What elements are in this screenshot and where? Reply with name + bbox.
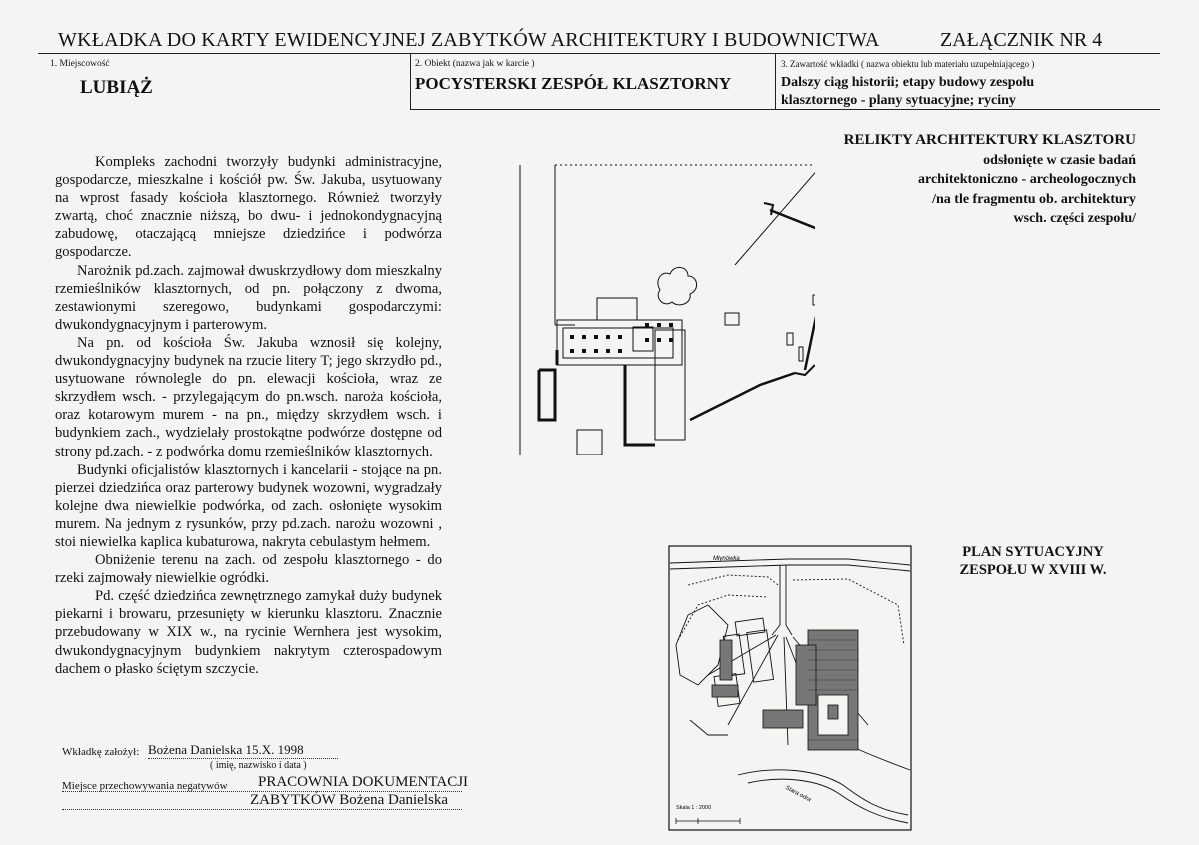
site-plan-drawing (668, 545, 912, 831)
created-by-text: Bożena Danielska 15.X. 1998 (148, 742, 338, 759)
storage-dots-2 (62, 808, 462, 810)
paragraph: Obniżenie terenu na zach. od zespołu klasztornego - do rzeki zajmowały niewielkie ogródki. (55, 552, 442, 587)
relics-line: architektoniczno - archeologocznych (917, 172, 1136, 187)
relics-line: odsłonięte w czasie badań (983, 152, 1136, 168)
storage-label: Miejsce przechowywania negatywów (62, 780, 228, 792)
relics-line: wsch. części zespołu/ (1013, 211, 1136, 226)
relics-line: /na tle fragmentu ob. architektury (932, 191, 1136, 207)
paragraph: Budynki oficjalistów klasztornych i kancelarii - stojące na pn. pierzei dziedzińca oraz parterowy budynek wozowni, wygradzały kolejne dwa niewielkie podwórka, od zach. osłonięte wysokim murem. Na jednym z rysunków, przy pd.zach. narożu wozowni , stoi niewielka kaplica kubaturowa, nakryta cebulastym hełmem. (55, 461, 442, 550)
object-value: POCYSTERSKI ZESPÓŁ KLASZTORNY (415, 74, 732, 93)
scale-bar (676, 818, 740, 824)
paragraph: Narożnik pd.zach. zajmował dwuskrzydłowy dom mieszkalny rzemieślników klasztornych, od pn. połączony z dwoma, zestawionymi szeregowo, budynkami gospodarczymi: dwukondygnacyjnym i parterowym. (55, 262, 442, 333)
document-title: WKŁADKA DO KARTY EWIDENCYJNEJ ZABYTKÓW ARCHITEKTURY I BUDOWNICTWA (58, 29, 880, 51)
table-top-line (38, 53, 1160, 54)
map-label-road: Młynówka (713, 556, 740, 562)
locality-label: 1. Miejscowość (50, 59, 110, 69)
table-bottom-line (410, 109, 1160, 110)
contents-label: 3. Zawartość wkładki ( nazwa obiektu lub materiału uzupełniającego ) (781, 59, 1035, 69)
created-by-label: Wkładkę założył: (62, 746, 140, 758)
relics-title: RELIKTY ARCHITEKTURY KLASZTORU (843, 132, 1136, 148)
map-label-river: Stara odra (784, 785, 812, 804)
paragraph: Kompleks zachodni tworzyły budynki administracyjne, gospodarcze, mieszkalne i kościół pw. Św. Jakuba, usytuowany na wprost fasady kościoła klasztornego. Również tworzyły zwartą, choć znacznie niższą, bo dwu- i jednokondygnacyjną zabudowę, otaczającą mniejsze dziedzińce i podwórza gospodarcze. (55, 154, 442, 261)
created-by-value (148, 742, 338, 759)
created-by-hint: ( imię, nazwisko i data ) (210, 760, 307, 771)
paragraph: Na pn. od kościoła Św. Jakuba wznosił się kolejny, dwukondygnacyjny budynek na rzucie litery T; jego skrzydło pd., usytuowane równolegle do pn. elewacji kościoła, wraz ze skrzydłem wsch. - przylegającym do pn.wsch. naroża kościoła, oraz kotarowym murem - na pn., między skrzydłem wsch. i budynkiem zach., wydzielały prostokątne podwórze dostępne od strony pd.zach. - z podwórka domu rzemieślników klasztornych. (55, 334, 442, 460)
relics-plan-drawing (515, 155, 815, 455)
storage-value-2: ZABYTKÓW Bożena Danielska (250, 792, 449, 808)
object-label: 2. Obiekt (nazwa jak w karcie ) (415, 59, 535, 69)
relics-caption (800, 131, 1136, 229)
locality-value: LUBIĄŻ (80, 77, 153, 98)
annex-number: ZAŁĄCZNIK NR 4 (940, 29, 1103, 51)
contents-line-1: Dalszy ciąg historii; etapy budowy zespołu (781, 75, 1035, 90)
contents-line-2: klasztornego - plany sytuacyjne; ryciny (781, 93, 1016, 108)
paragraph: Pd. część dziedzińca zewnętrznego zamykał duży budynek piekarni i browaru, przesunięty w kierunku klasztoru. Znacznie przebudowany w XIX w., na rycinie Wernhera jest wysokim, dwukondygnacyjnym budynkiem nakrytym czterospadowym dachem o płasko ściętym szczycie. (55, 588, 442, 677)
plan-title: PLAN SYTUACYJNY (962, 544, 1104, 560)
table-divider-1 (410, 53, 411, 110)
map-scale: Skala 1 : 2000 (676, 805, 712, 811)
table-divider-2 (775, 53, 776, 110)
storage-value-1: PRACOWNIA DOKUMENTACJI (258, 774, 469, 790)
plan-caption (930, 543, 1136, 579)
plan-subtitle: ZESPOŁU W XVIII W. (959, 562, 1107, 578)
history-text (55, 153, 442, 678)
